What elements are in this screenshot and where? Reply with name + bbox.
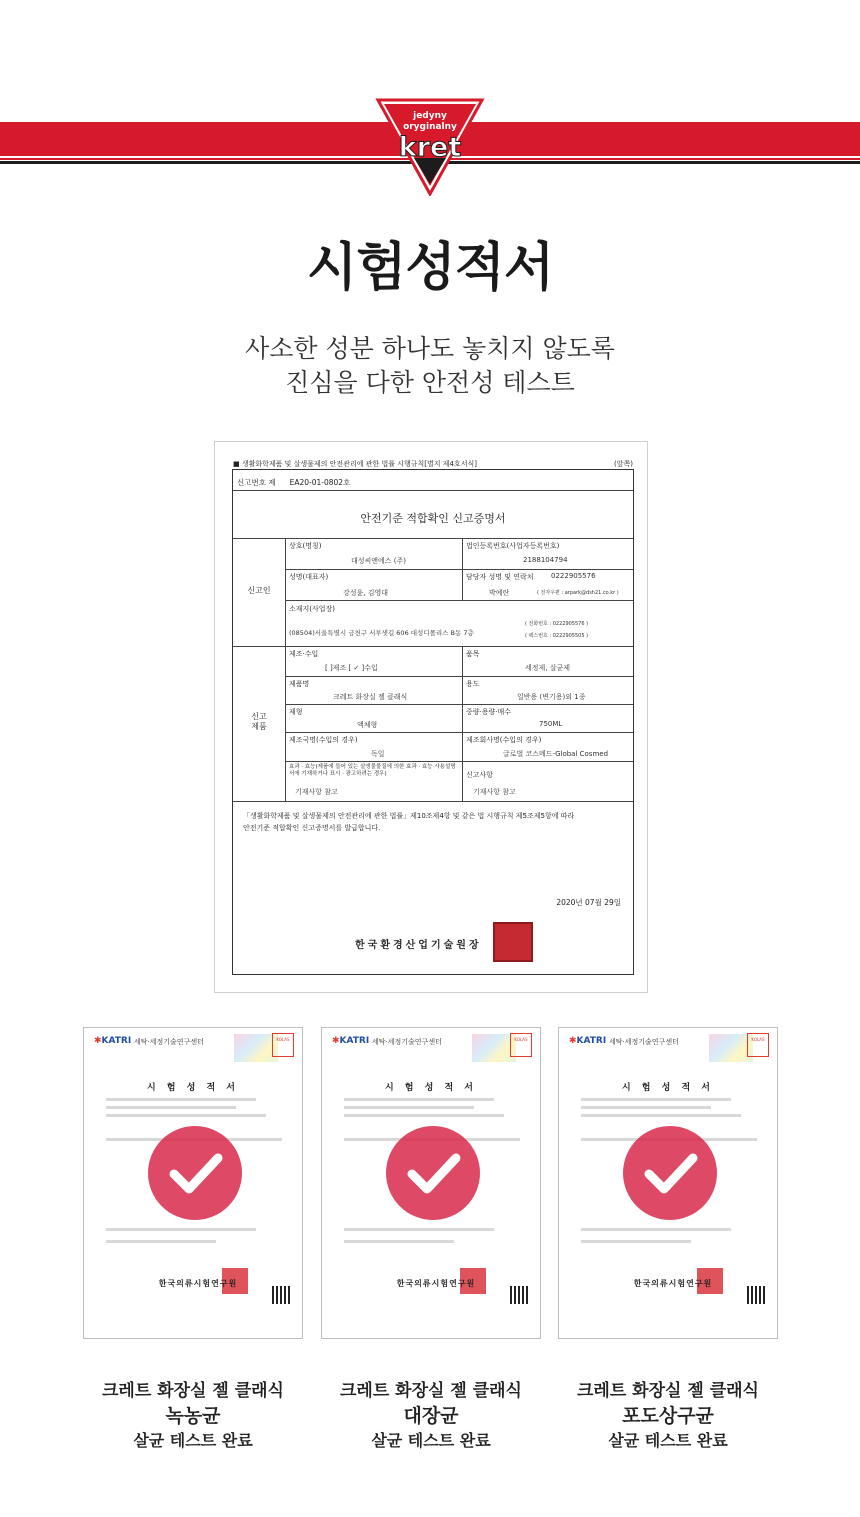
- cert-header-page: (앞쪽): [614, 460, 633, 468]
- section-product: 신고 제품: [251, 712, 267, 731]
- form-label: 제형: [289, 708, 303, 716]
- katri-logo: ✱KATRI: [332, 1036, 370, 1046]
- test-report-image-2: [321, 1027, 541, 1339]
- report-caption-2: [321, 1380, 541, 1452]
- check-mark-icon: [148, 1126, 242, 1220]
- address-value: (08504)서울특별시 금천구 서부샛길 606 대성디폴리스 B동 7층: [289, 629, 474, 637]
- report-label: 신고사항: [466, 771, 494, 779]
- report-caption-1: [83, 1380, 303, 1452]
- report-value: 기재사항 참고: [473, 788, 516, 796]
- mfg-value: [ ]제조 [ ✓ ]수입: [325, 664, 378, 672]
- cert-issuer: 한국환경산업기술원장: [355, 940, 482, 951]
- check-mark-icon: [386, 1126, 480, 1220]
- caption-result: 살균 테스트 완료: [608, 1431, 728, 1450]
- cert-body: [232, 469, 634, 975]
- report-issuer: 한국의류시험연구원: [396, 1279, 476, 1288]
- logo-tagline-top: jedyny: [413, 111, 447, 121]
- contact-phone: 0222905576: [551, 572, 596, 580]
- address-fax: ( 팩스번호 : 0222905505 ): [525, 633, 589, 639]
- report-center-name: 세탁·세정기술연구센터: [372, 1038, 442, 1046]
- test-report-image-3: [558, 1027, 778, 1339]
- cert-reg-number: EA20-01-0802호: [289, 478, 351, 487]
- address-tel: ( 전화번호 : 0222905576 ): [525, 621, 589, 627]
- contact-label: 담당자 성명 및 연락처: [466, 573, 534, 581]
- qr-code-icon: [272, 1286, 290, 1304]
- page-subtitle: [0, 332, 860, 400]
- category-label: 품목: [466, 650, 480, 658]
- cert-header: [233, 459, 633, 469]
- form-value: 액체형: [357, 721, 378, 729]
- katri-logo: ✱KATRI: [94, 1036, 132, 1046]
- qr-code-icon: [510, 1286, 528, 1304]
- cert-statement-line-2: 안전기준 적합확인 신고증명서를 발급합니다.: [243, 824, 381, 832]
- subtitle-line-1: 사소한 성분 하나도 놓치지 않도록: [245, 334, 615, 363]
- certification-mark: KOLAS: [510, 1033, 532, 1057]
- cert-statement-line-1: 「생활화학제품 및 살생물제의 안전관리에 관한 법률」제10조제4항 및 같은 법 시행규칙 제5조제5항에 따라: [243, 812, 575, 820]
- katri-logo: ✱KATRI: [569, 1036, 607, 1046]
- report-caption-3: [558, 1380, 778, 1452]
- caption-product: 크레트 화장실 젤 클래식: [577, 1381, 759, 1401]
- caption-bacteria: 대장균: [403, 1405, 459, 1427]
- cert-doc-title: 안전기준 적합확인 신고증명서: [360, 512, 506, 525]
- certification-mark: KOLAS: [747, 1033, 769, 1057]
- effect-value: 기재사항 참고: [295, 788, 338, 796]
- check-mark-icon: [623, 1126, 717, 1220]
- caption-bacteria: 포도상구균: [622, 1405, 714, 1427]
- volume-label: 중량·용량·매수: [466, 708, 512, 716]
- company-value: 대성씨앤에스 (주): [351, 557, 407, 565]
- page-title: 시험성적서: [306, 238, 554, 298]
- ceo-value: 강성윤, 김영대: [343, 589, 389, 597]
- official-seal-stamp: [493, 922, 533, 962]
- logo-tagline-mid: oryginalny: [403, 122, 457, 132]
- caption-result: 살균 테스트 완료: [371, 1431, 491, 1450]
- maker-value: 글로벌 코스메드-Global Cosmed: [503, 750, 609, 758]
- contact-email: ( 전자우편 : arpark@dsh21.co.kr ): [537, 590, 619, 596]
- effect-label: 효과 · 효능(제품에 들어 있는 살생물물질에 의한 효과 · 효능 사용설명서에 기재하거나 표시 · 광고하려는 경우): [289, 764, 456, 777]
- logo-wordmark: kret: [398, 132, 462, 163]
- bizno-value: 2188104794: [523, 556, 568, 564]
- subtitle-line-2: 진심을 다한 안전성 테스트: [285, 368, 575, 397]
- country-value: 독일: [371, 750, 385, 758]
- test-report-image-1: [83, 1027, 303, 1339]
- qr-code-icon: [747, 1286, 765, 1304]
- certification-mark: KOLAS: [272, 1033, 294, 1057]
- use-label: 용도: [466, 680, 480, 688]
- kret-logo: [374, 96, 486, 196]
- report-center-name: 세탁·세정기술연구센터: [134, 1038, 204, 1046]
- product-label: 제품명: [289, 680, 310, 688]
- caption-bacteria: 녹농균: [165, 1405, 221, 1427]
- caption-product: 크레트 화장실 젤 클래식: [340, 1381, 522, 1401]
- safety-certificate-image: [214, 441, 648, 993]
- ceo-label: 성명(대표자): [289, 573, 329, 581]
- caption-result: 살균 테스트 완료: [133, 1431, 253, 1450]
- maker-label: 제조회사명(수입의 경우): [466, 736, 542, 744]
- mfg-label: 제조·수입: [289, 650, 319, 658]
- report-issuer: 한국의류시험연구원: [158, 1279, 238, 1288]
- company-label: 상호(명칭): [289, 542, 322, 550]
- category-value: 세정제, 살균제: [525, 664, 571, 672]
- report-issuer: 한국의류시험연구원: [633, 1279, 713, 1288]
- caption-product: 크레트 화장실 젤 클래식: [102, 1381, 284, 1401]
- cert-reg-label: 신고번호 제: [237, 478, 276, 487]
- cert-header-note: ■ 생활화학제품 및 살생물제의 안전관리에 관한 법률 시행규칙[별지 제4호서식]: [233, 460, 477, 468]
- bizno-label: 법인등록번호(사업자등록번호): [466, 542, 560, 550]
- report-title: 시 험 성 적 서: [621, 1083, 714, 1093]
- contact-name: 박예란: [489, 589, 510, 597]
- section-reporter: 신고인: [247, 586, 271, 595]
- product-value: 크레트 화장실 젤 클래식: [333, 693, 408, 701]
- report-title: 시 험 성 적 서: [146, 1083, 239, 1093]
- cert-statement: [243, 810, 623, 834]
- cert-issue-date: 2020년 07월 29일: [556, 898, 621, 907]
- volume-value: 750ML: [539, 720, 563, 728]
- address-label: 소재지(사업장): [289, 605, 336, 613]
- country-label: 제조국명(수입의 경우): [289, 736, 358, 744]
- use-value: 일반용 (변기용)외 1종: [517, 693, 586, 701]
- report-title: 시 험 성 적 서: [384, 1083, 477, 1093]
- report-center-name: 세탁·세정기술연구센터: [609, 1038, 679, 1046]
- cert-registration: [237, 477, 350, 488]
